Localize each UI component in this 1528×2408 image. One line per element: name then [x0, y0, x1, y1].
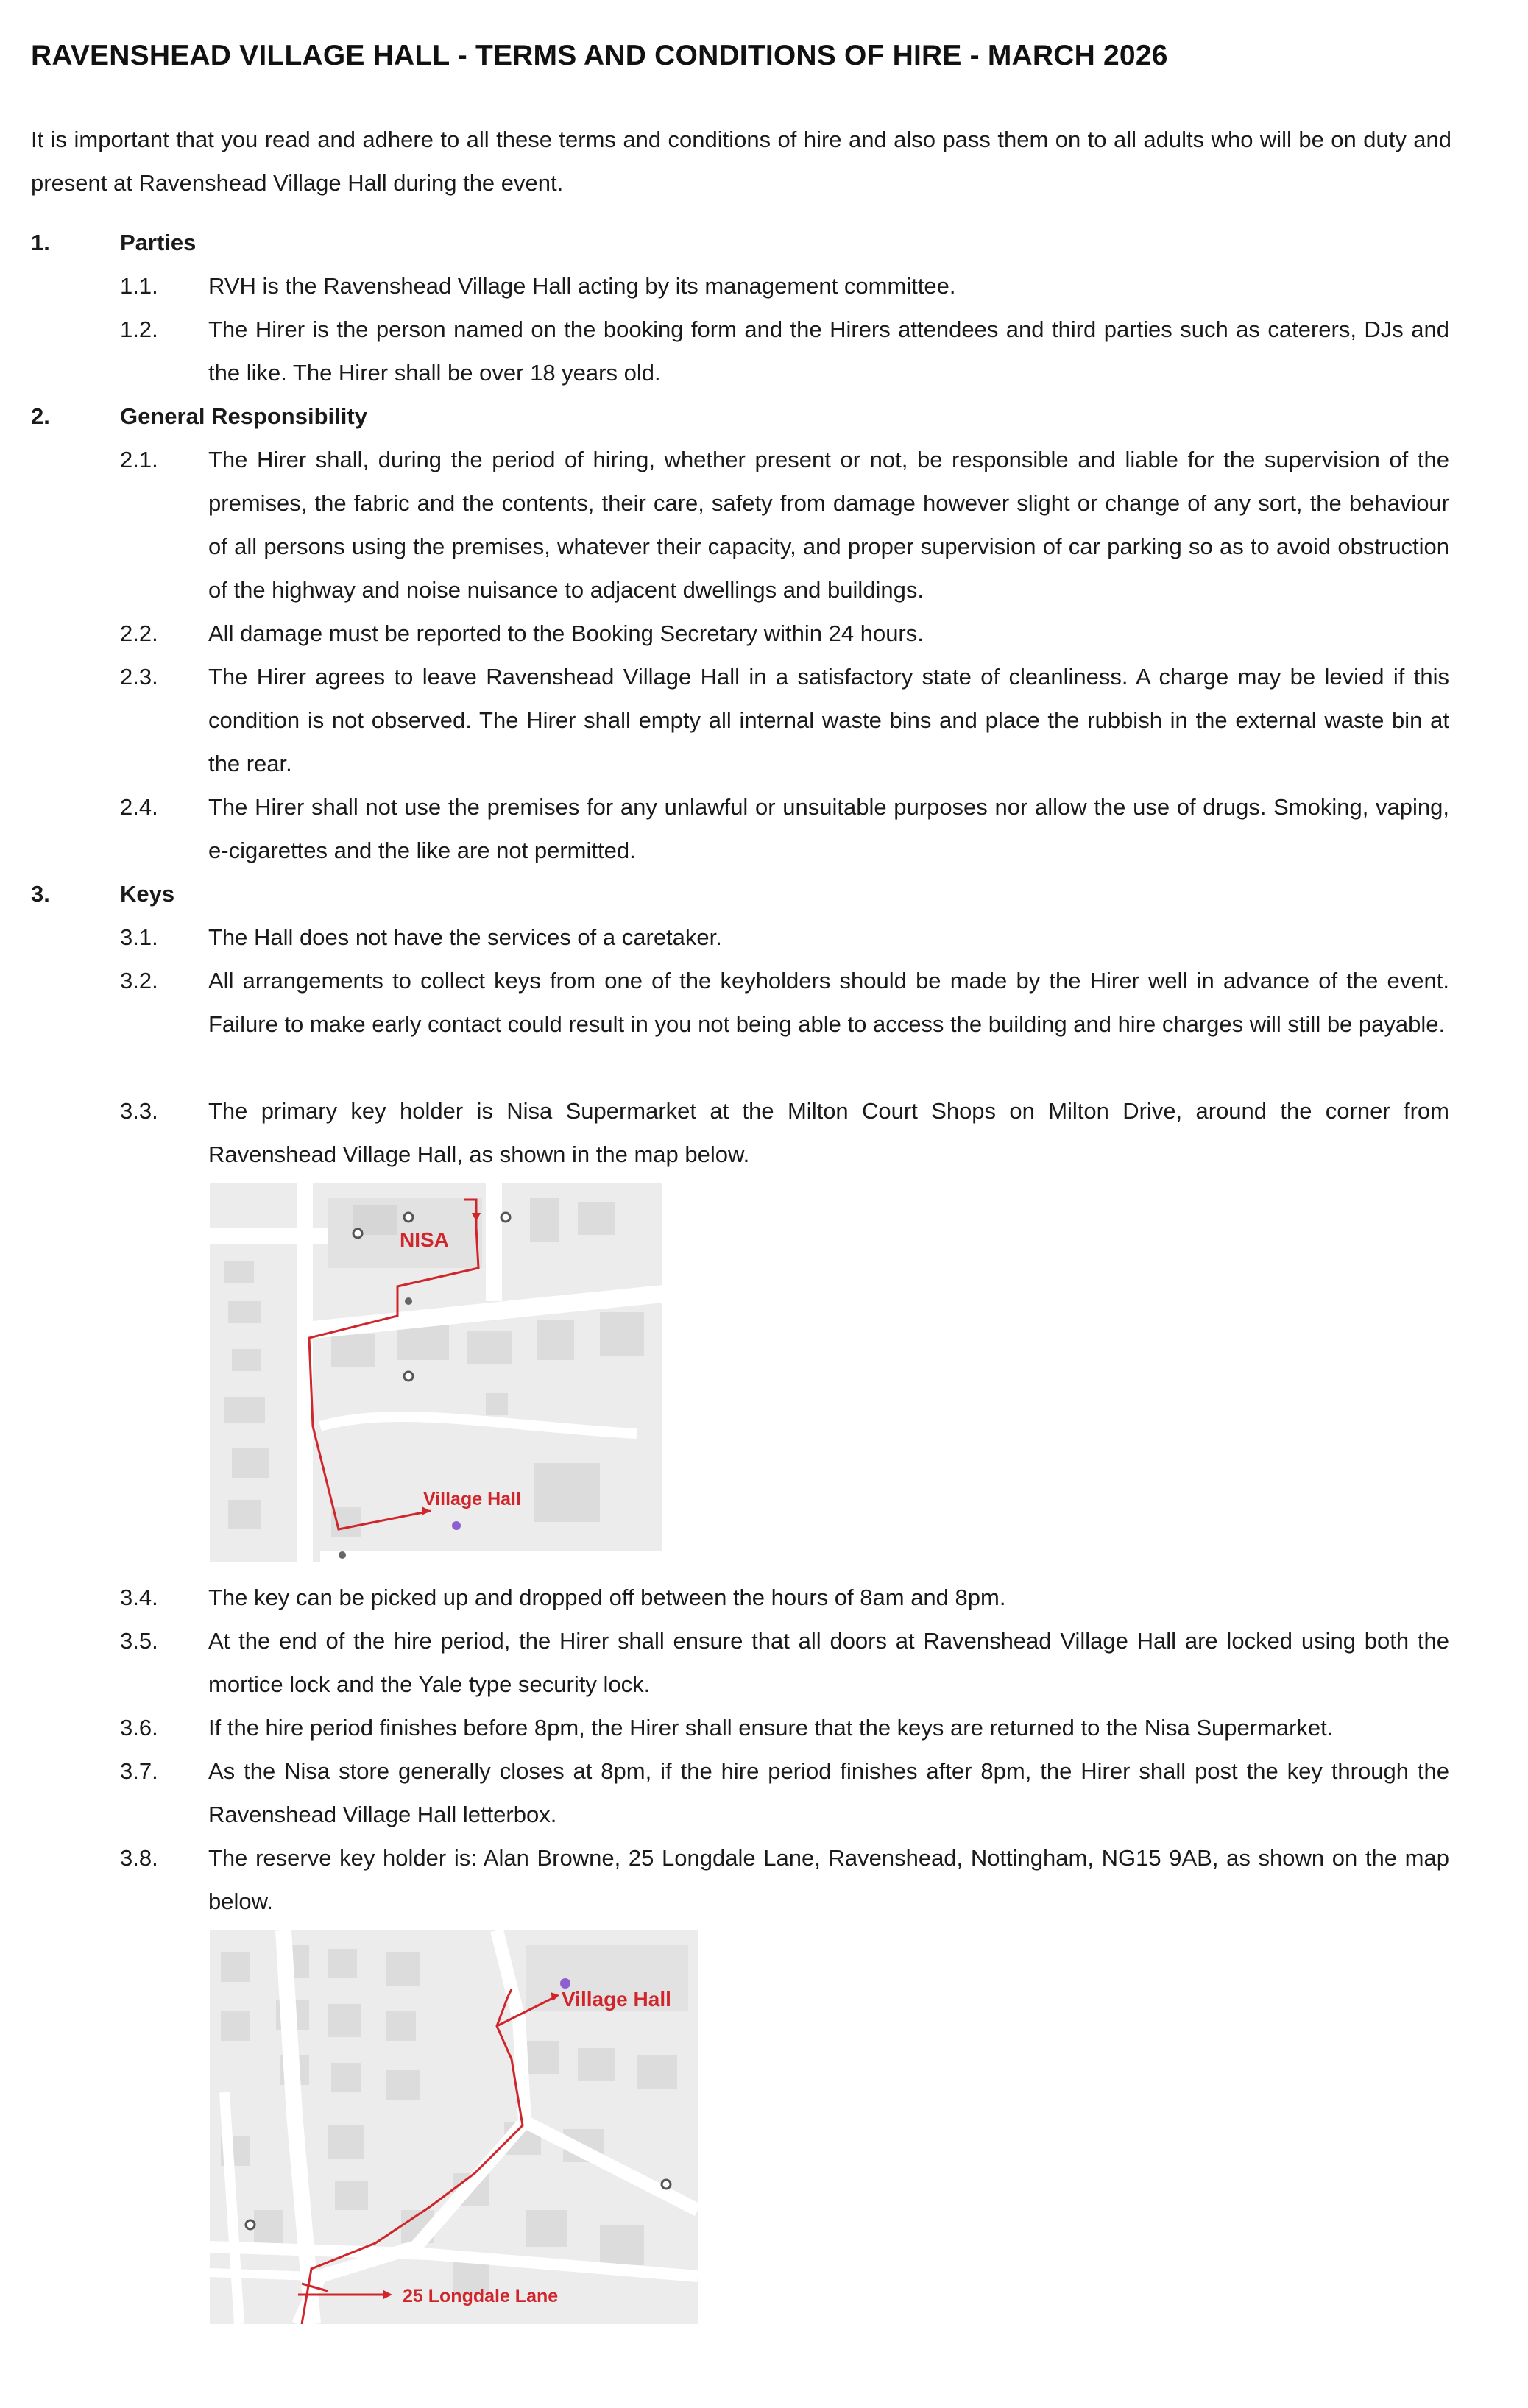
- clause-number: 3.2.: [120, 968, 158, 994]
- clause-text: The Hirer shall not use the premises for any unlawful or unsuitable purposes nor allow the use of drugs. Smoking, vaping, e-cigarettes and the like are not permitted.: [208, 794, 1449, 863]
- clause-text: The primary key holder is Nisa Supermarket at the Milton Court Shops on Milton Drive, around the corner from Ravenshead Village Hall, as shown in the map below.: [208, 1098, 1449, 1167]
- clause-text: The Hirer shall, during the period of hiring, whether present or not, be responsible and liable for the supervision of the premises, the fabric and the contents, their care, safety from damage however slight or change of any sort, the behaviour of all persons using the premises, whatever their capacity, and proper supervision of car parking so as to avoid obstruction of the highway and noise nuisance to adjacent dwellings and buildings.: [208, 447, 1449, 603]
- section-number: 2.: [31, 403, 50, 429]
- reserve-keyholder-map: [210, 1930, 698, 2324]
- clause-text: As the Nisa store generally closes at 8pm, if the hire period finishes after 8pm, the Hirer shall post the key through the Ravenshead Village Hall letterbox.: [208, 1758, 1449, 1827]
- clause-number: 3.8.: [120, 1845, 158, 1871]
- section-title-keys: Keys: [120, 881, 175, 907]
- clause-text: The Hall does not have the services of a caretaker.: [208, 924, 722, 950]
- map-label-nisa: NISA: [400, 1228, 449, 1251]
- clause-number: 3.4.: [120, 1584, 158, 1610]
- clause-number: 3.1.: [120, 924, 158, 950]
- clause-number: 2.1.: [120, 447, 158, 472]
- clause-text: The Hirer agrees to leave Ravenshead Village Hall in a satisfactory state of cleanliness. A charge may be levied if this condition is not observed. The Hirer shall empty all internal waste bins and place the rubbish in the external waste bin at the rear.: [208, 664, 1449, 776]
- section-title-parties: Parties: [120, 230, 197, 255]
- map-label-longdale-lane: 25 Longdale Lane: [403, 2286, 559, 2306]
- clause-text: At the end of the hire period, the Hirer shall ensure that all doors at Ravenshead Village Hall are locked using both the mortice lock and the Yale type security lock.: [208, 1628, 1449, 1697]
- clause-text: All arrangements to collect keys from one of the keyholders should be made by the Hirer well in advance of the event. Failure to make early contact could result in you not being able to access the building and hire charges will still be payable.: [208, 968, 1449, 1037]
- clause-number: 3.6.: [120, 1715, 158, 1741]
- clause-number: 2.4.: [120, 794, 158, 820]
- clause-number: 1.1.: [120, 273, 158, 299]
- map-label-village-hall: Village Hall: [562, 1988, 671, 2011]
- clause-number: 3.5.: [120, 1628, 158, 1654]
- document-title: RAVENSHEAD VILLAGE HALL - TERMS AND CONDITIONS OF HIRE - MARCH 2026: [31, 40, 1168, 71]
- clause-text: RVH is the Ravenshead Village Hall acting by its management committee.: [208, 273, 956, 299]
- clause-number: 1.2.: [120, 316, 158, 342]
- clause-text: All damage must be reported to the Booking Secretary within 24 hours.: [208, 620, 924, 646]
- clause-text: The key can be picked up and dropped off between the hours of 8am and 8pm.: [208, 1584, 1006, 1610]
- map-label-village-hall: Village Hall: [423, 1489, 521, 1509]
- clause-text: The reserve key holder is: Alan Browne, 25 Longdale Lane, Ravenshead, Nottingham, NG15 9AB, as shown on the map below.: [208, 1845, 1449, 1914]
- clause-text: If the hire period finishes before 8pm, the Hirer shall ensure that the keys are returned to the Nisa Supermarket.: [208, 1715, 1334, 1741]
- map-graphic: [210, 1183, 662, 1562]
- clause-number: 3.7.: [120, 1758, 158, 1784]
- intro-paragraph: It is important that you read and adhere to all these terms and conditions of hire and also pass them on to all adults who will be on duty and present at Ravenshead Village Hall during the event.: [31, 127, 1451, 196]
- map-graphic: [210, 1930, 698, 2324]
- section-title-general-responsibility: General Responsibility: [120, 403, 367, 429]
- clause-number: 2.3.: [120, 664, 158, 690]
- clause-text: The Hirer is the person named on the booking form and the Hirers attendees and third parties such as caterers, DJs and the like. The Hirer shall be over 18 years old.: [208, 316, 1449, 386]
- nisa-location-map: [210, 1183, 662, 1562]
- clause-number: 2.2.: [120, 620, 158, 646]
- section-number: 1.: [31, 230, 50, 255]
- section-number: 3.: [31, 881, 50, 907]
- clause-number: 3.3.: [120, 1098, 158, 1124]
